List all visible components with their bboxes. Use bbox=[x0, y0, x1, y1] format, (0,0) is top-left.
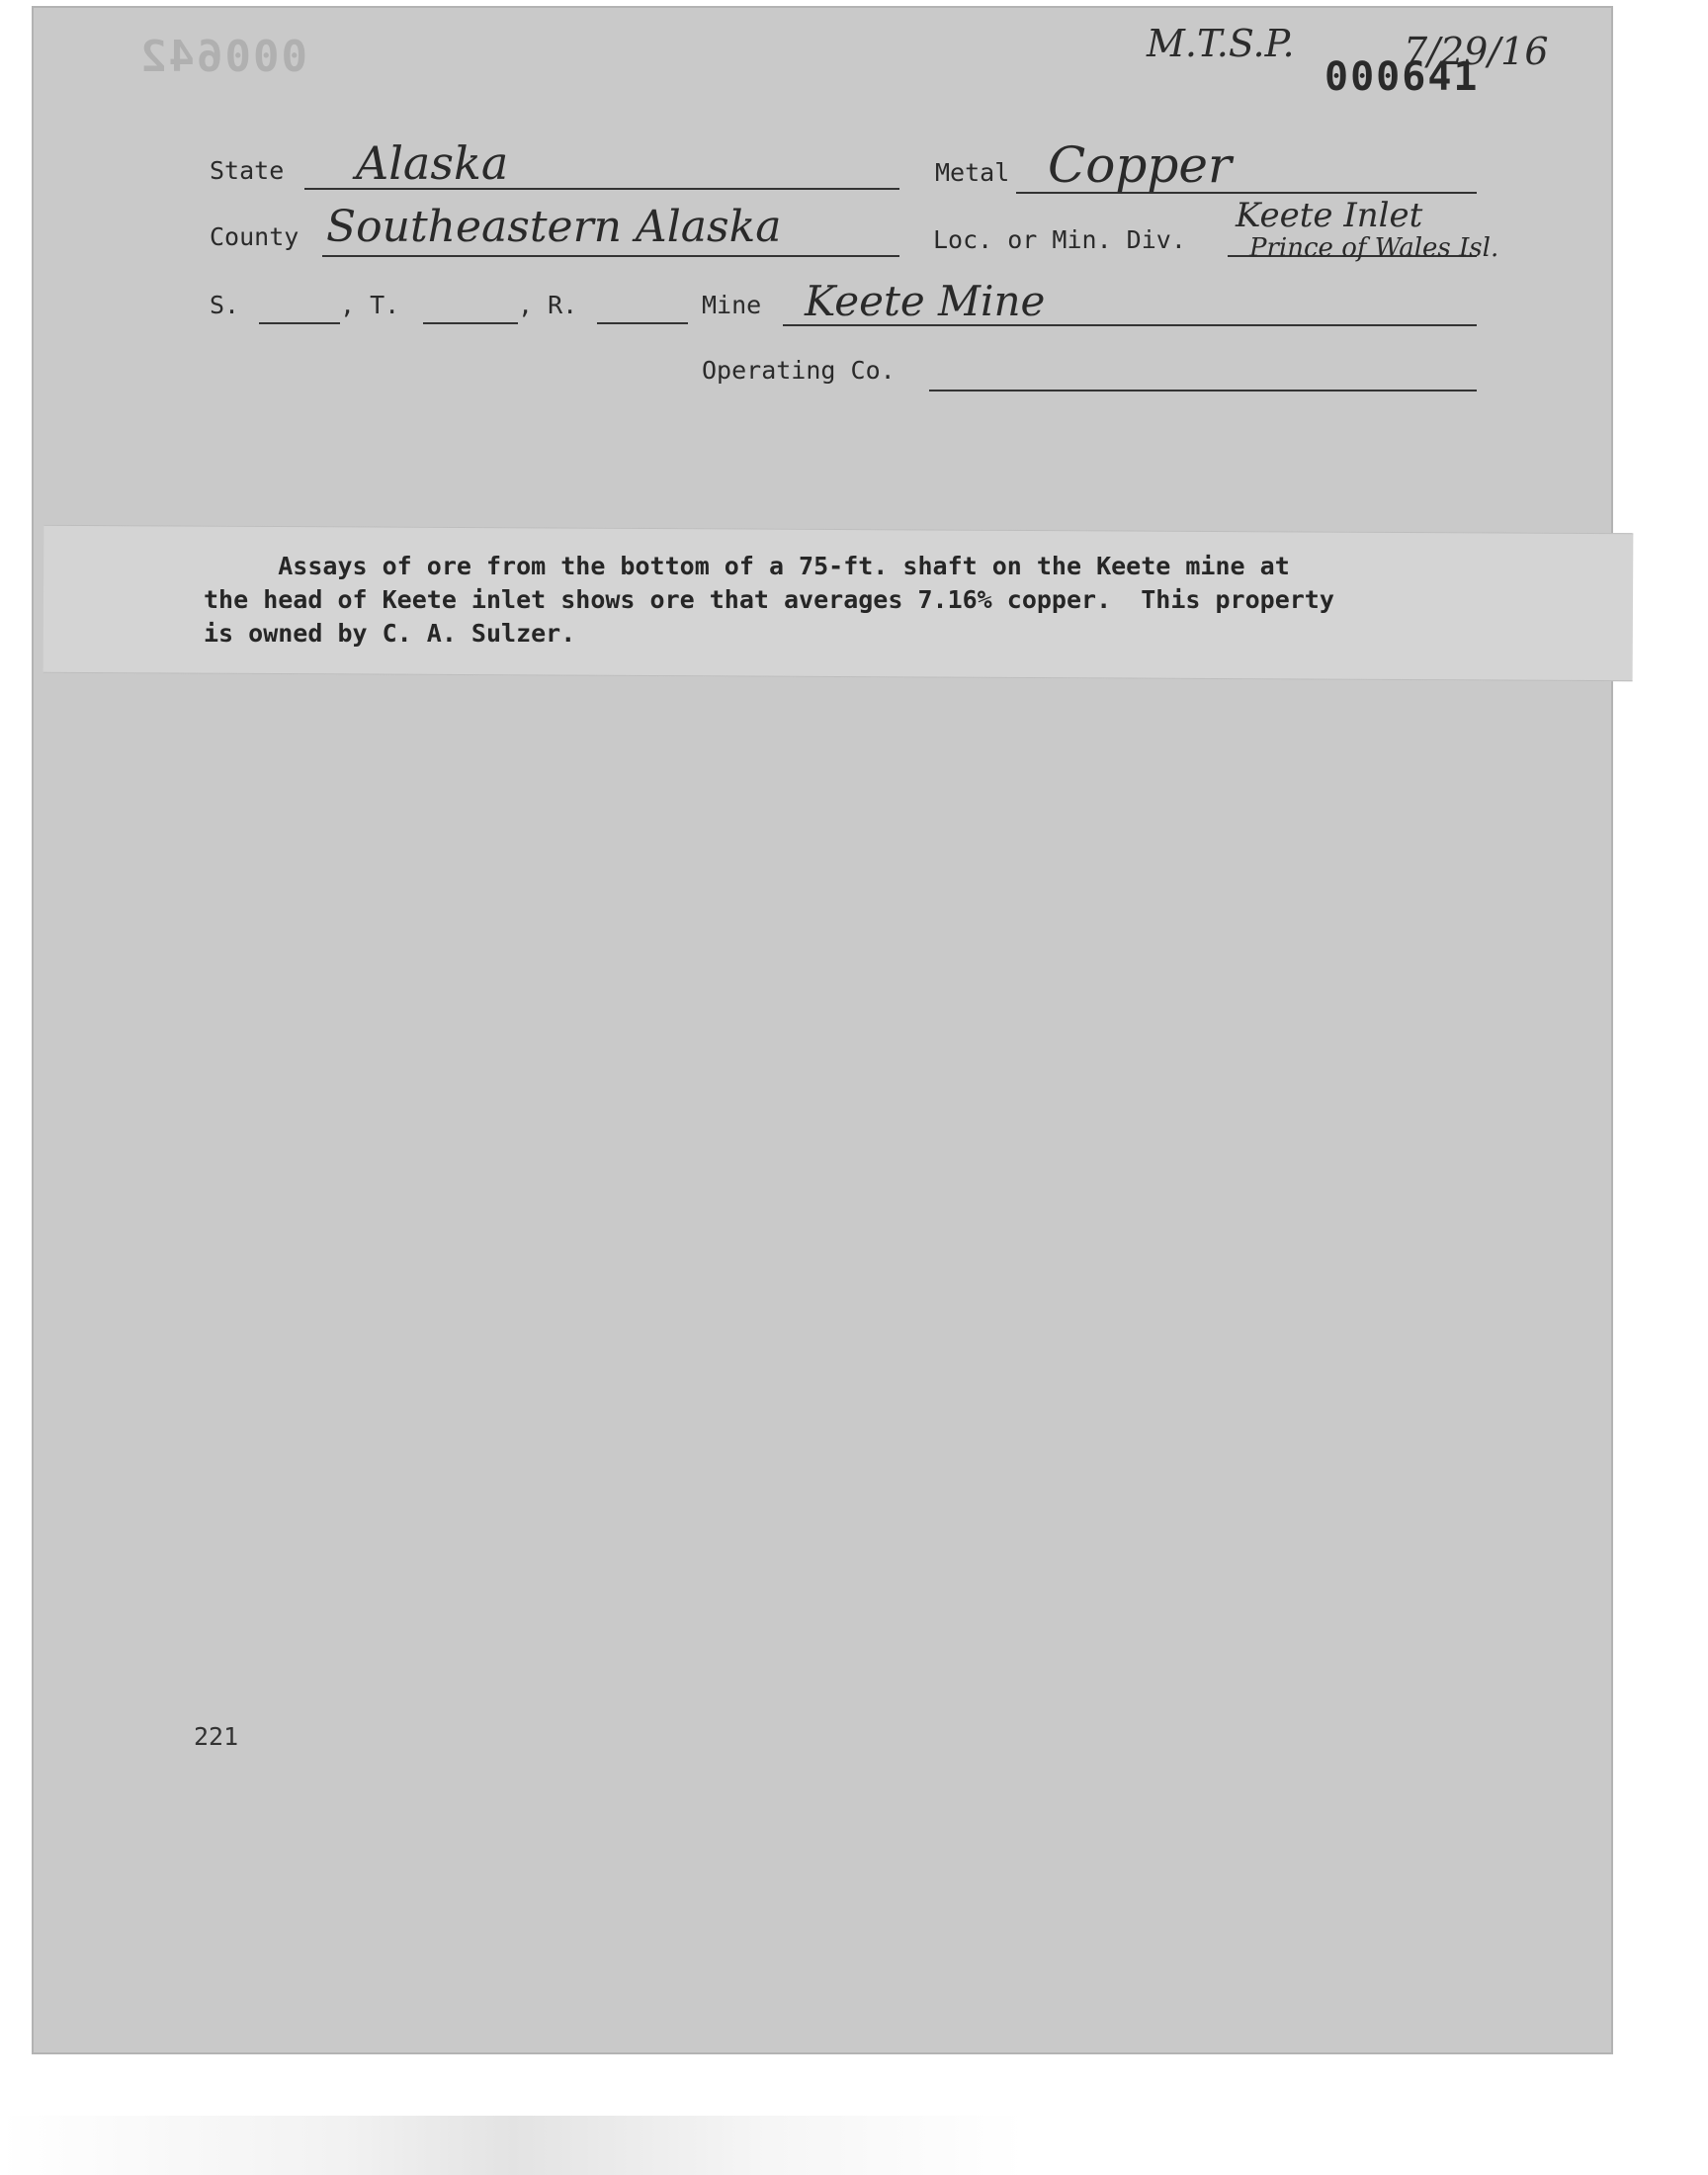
metal-label: Metal bbox=[935, 158, 1010, 187]
state-value: Alaska bbox=[356, 136, 509, 190]
scan-edge-strip bbox=[0, 2116, 1708, 2175]
handwritten-initials: M.T.S.P. bbox=[1147, 22, 1295, 65]
township-line bbox=[423, 322, 518, 324]
locdiv-label: Loc. or Min. Div. bbox=[933, 225, 1186, 254]
assay-note bbox=[204, 550, 1489, 651]
metal-value: Copper bbox=[1048, 136, 1232, 194]
range-label: , R. bbox=[518, 291, 578, 319]
operating-co-line bbox=[929, 390, 1477, 392]
assay-note-line-3: is owned by C. A. Sulzer. bbox=[204, 619, 576, 648]
mine-value: Keete Mine bbox=[805, 277, 1046, 325]
state-label: State bbox=[210, 156, 285, 185]
mine-label: Mine bbox=[702, 291, 762, 319]
county-label: County bbox=[210, 222, 299, 251]
locdiv-value-line1: Keete Inlet bbox=[1236, 196, 1423, 235]
county-value: Southeastern Alaska bbox=[326, 202, 782, 252]
handwritten-date: 7/29/16 bbox=[1404, 30, 1549, 73]
range-line bbox=[597, 322, 688, 324]
assay-note-line-1: Assays of ore from the bottom of a 75-ft. shaft on the Keete mine at bbox=[204, 552, 1290, 580]
section-line bbox=[259, 322, 340, 324]
township-label: , T. bbox=[340, 291, 400, 319]
operating-co-label: Operating Co. bbox=[702, 356, 896, 385]
serial-number: 000641 bbox=[1324, 54, 1480, 100]
mirrored-stamp: 000642 bbox=[138, 32, 307, 82]
page-number: 221 bbox=[194, 1722, 239, 1751]
county-line bbox=[322, 255, 899, 257]
locdiv-value-line2: Prince of Wales Isl. bbox=[1249, 233, 1499, 263]
assay-note-line-2: the head of Keete inlet shows ore that averages 7.16% copper. This property bbox=[204, 585, 1334, 614]
section-label: S. bbox=[210, 291, 240, 319]
